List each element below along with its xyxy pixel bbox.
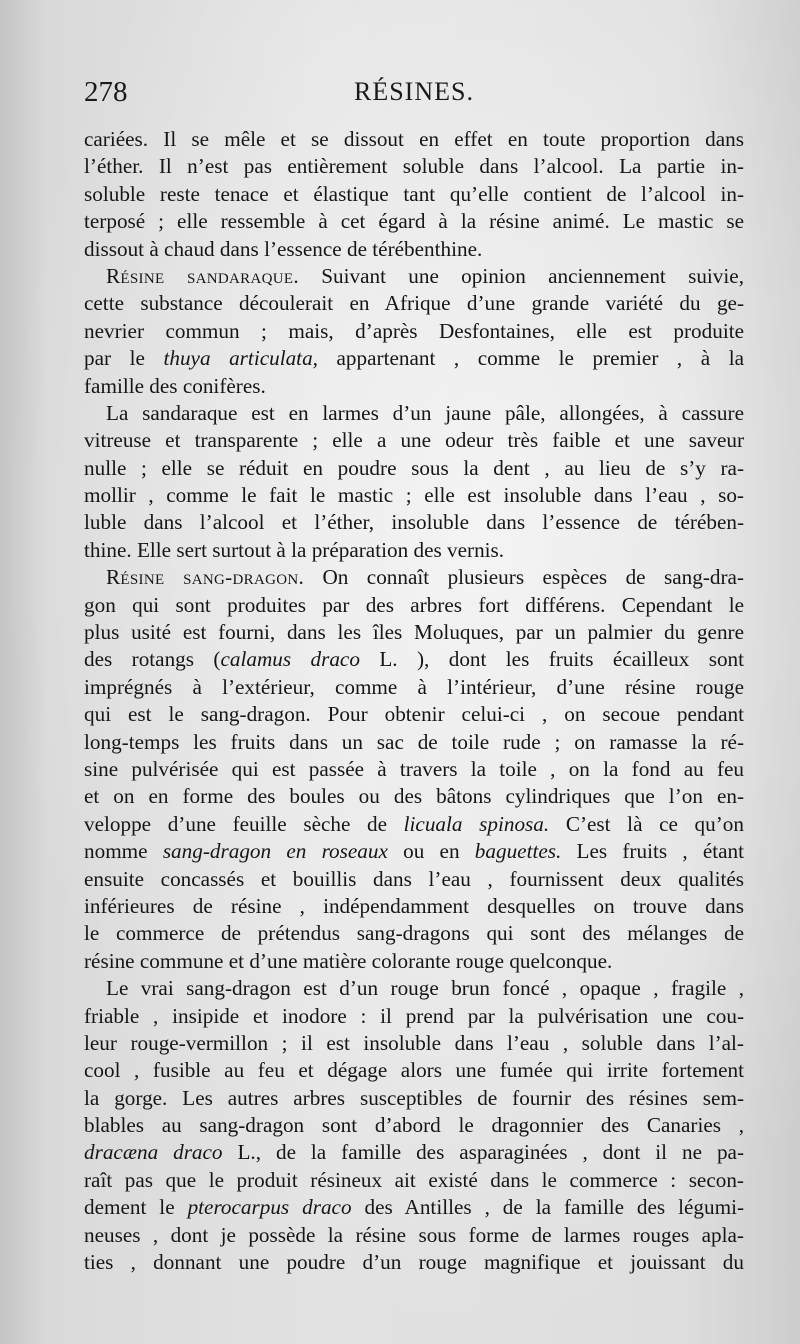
- text-line: [84, 646, 744, 673]
- text-line: cette substance découlerait en Afrique d’une grande variété du ge-: [84, 291, 744, 316]
- text-line: cariées. Il se mêle et se dissout en effet en toute proportion dans: [84, 127, 744, 151]
- text-line: [84, 811, 744, 838]
- running-title: RÉSINES.: [354, 77, 474, 106]
- text-line: [84, 263, 744, 290]
- text-line: le commerce de prétendus sang-dragons qui sont des mélanges de: [84, 921, 744, 946]
- text-line: La sandaraque est en larmes d’un jaune pâle, allongées, à cassure: [106, 400, 744, 425]
- author-abbrev: L.: [379, 647, 398, 672]
- species-name: dracæna draco: [84, 1140, 223, 1165]
- text-run: Les fruits , étant: [576, 839, 745, 864]
- text-line: dissout à chaud dans l’essence de térébenthine.: [84, 236, 483, 261]
- text-run: des Antilles , de la famille des légumi-: [364, 1195, 745, 1220]
- text-line: soluble reste tenace et élastique tant qu’elle contient de l’alcool in-: [84, 181, 744, 206]
- text-line: ties , donnant une poudre d’un rouge magnifique et jouissant du: [84, 1250, 744, 1275]
- species-name: thuya articulata,: [163, 346, 318, 371]
- text-line: leur rouge-vermillon ; il est insoluble dans l’eau , soluble dans l’al-: [84, 1030, 744, 1055]
- text-line: la gorge. Les autres arbres susceptibles de fournir des résines sem-: [84, 1085, 744, 1110]
- text-line: blables au sang-dragon sont d’abord le dragonnier des Canaries ,: [84, 1113, 744, 1138]
- paragraph: [84, 975, 744, 1276]
- text-line: Le vrai sang-dragon est d’un rouge brun foncé , opaque , fragile ,: [106, 976, 744, 1001]
- text-line: cool , fusible au feu et dégage alors une fumée qui irrite fortement: [84, 1058, 744, 1083]
- text-line: ensuite concassés et bouillis dans l’eau , fournissent deux qualités: [84, 866, 744, 891]
- text-line: luble dans l’alcool et l’éther, insoluble dans l’essence de térében-: [84, 510, 744, 535]
- text-line: [84, 564, 744, 591]
- text-line: sine pulvérisée qui est passée à travers la toile , on la fond au feu: [84, 756, 744, 781]
- text-line: raît pas que le produit résineux ait existé dans le commerce : secon-: [84, 1167, 744, 1192]
- text-run: appartenant , comme le premier , à la: [336, 346, 745, 371]
- section-heading: Résine sandaraque.: [106, 263, 299, 288]
- text-run: par le: [84, 346, 145, 371]
- text-run: dement le: [84, 1195, 175, 1220]
- text-run: , de la famille des asparaginées , dont il ne pa-: [255, 1140, 745, 1165]
- text-run: nomme: [84, 839, 148, 864]
- text-line: neuses , dont je possède la résine sous forme de larmes rouges apla-: [84, 1222, 744, 1247]
- species-name: calamus draco: [220, 647, 360, 672]
- text-line: mollir , comme le fait le mastic ; elle est insoluble dans l’eau , so-: [84, 483, 744, 508]
- paragraph: [84, 400, 744, 564]
- text-line: plus usité est fourni, dans les îles Moluques, par un palmier du genre: [84, 620, 744, 645]
- text-line: friable , insipide et inodore : il prend par la pulvérisation une cou-: [84, 1003, 744, 1028]
- text-line: nevrier commun ; mais, d’après Desfontaines, elle est produite: [84, 318, 744, 343]
- text-line: long-temps les fruits dans un sac de toile rude ; on ramasse la ré-: [84, 729, 744, 754]
- text-run: des rotangs (: [84, 647, 221, 672]
- text-line: qui est le sang-dragon. Pour obtenir celui-ci , on secoue pendant: [84, 702, 744, 727]
- page-number: 278: [84, 76, 128, 108]
- text-run: ), dont les fruits écailleux sont: [416, 647, 745, 672]
- text-line: gon qui sont produites par des arbres fort différens. Cependant le: [84, 592, 744, 617]
- paragraph: [84, 263, 744, 400]
- text-line: terposé ; elle ressemble à cet égard à la résine animé. Le mastic se: [84, 209, 744, 234]
- author-abbrev: L.: [237, 1140, 256, 1165]
- text-line: thine. Elle sert surtout à la préparation des vernis.: [84, 537, 505, 562]
- text-line: l’éther. Il n’est pas entièrement soluble dans l’alcool. La partie in-: [84, 154, 744, 179]
- page-header: [84, 76, 744, 116]
- species-name: pterocarpus draco: [187, 1195, 352, 1220]
- text-line: [84, 1194, 744, 1221]
- section-heading: Résine sang-dragon.: [106, 565, 305, 590]
- species-name: licuala spinosa.: [403, 811, 550, 836]
- text-run: ou en: [403, 839, 460, 864]
- body-text: [84, 126, 744, 1276]
- text-line: [84, 345, 744, 372]
- paragraph: [84, 564, 744, 975]
- text-run: C’est là ce qu’on: [565, 811, 744, 836]
- text-run: On connaît plusieurs espèces de sang-dra-: [322, 565, 744, 590]
- text-line: résine commune et d’une matière colorante rouge quelconque.: [84, 948, 613, 973]
- text-line: vitreuse et transparente ; elle a une odeur très faible et une saveur: [84, 428, 744, 453]
- text-line: [84, 838, 744, 865]
- text-run: Suivant une opinion anciennement suivie,: [321, 263, 744, 288]
- product-name: baguettes.: [474, 839, 562, 864]
- paragraph: [84, 126, 744, 263]
- text-line: inférieures de résine , indépendamment desquelles on trouve dans: [84, 893, 744, 918]
- text-line: nulle ; elle se réduit en poudre sous la dent , au lieu de s’y ra-: [84, 455, 744, 480]
- text-line: imprégnés à l’extérieur, comme à l’intérieur, d’une résine rouge: [84, 674, 744, 699]
- text-run: veloppe d’une feuille sèche de: [84, 811, 388, 836]
- text-line: [84, 1139, 744, 1166]
- product-name: sang-dragon en roseaux: [162, 839, 388, 864]
- text-line: et on en forme des boules ou des bâtons cylindriques que l’on en-: [84, 784, 744, 809]
- text-line: famille des conifères.: [84, 373, 266, 398]
